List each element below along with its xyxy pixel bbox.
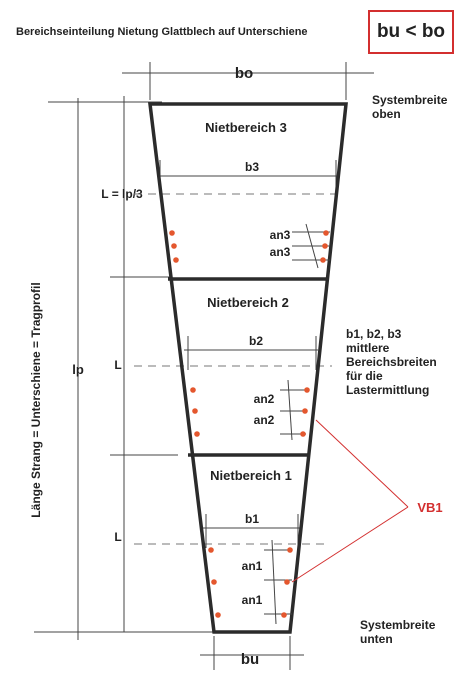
region-2-title: Nietbereich 2 — [207, 295, 289, 310]
b3-label: b3 — [244, 160, 260, 174]
an1-label-a: an1 — [241, 559, 263, 573]
rivet — [169, 230, 175, 236]
condition-badge: bu < bo — [368, 10, 454, 54]
rivet — [320, 257, 326, 263]
rivet — [211, 579, 217, 585]
an2-label-a: an2 — [253, 392, 275, 406]
rivet — [171, 243, 177, 249]
rivet — [281, 612, 287, 618]
l-lp3-label: L = lp/3 — [101, 187, 143, 201]
sheet-outline — [150, 104, 346, 632]
note-widths-line4: für die — [346, 369, 383, 383]
an3-label-a: an3 — [269, 228, 291, 242]
b2-label: b2 — [248, 334, 264, 348]
region-1-title: Nietbereich 1 — [210, 468, 292, 483]
note-widths-line3: Bereichsbreiten — [346, 355, 437, 369]
rivet — [323, 230, 329, 236]
note-top-line2: oben — [372, 107, 401, 121]
rivet — [284, 579, 290, 585]
rivet — [192, 408, 198, 414]
note-widths-line1: b1, b2, b3 — [346, 327, 402, 341]
rivet — [208, 547, 214, 553]
an3-label-b: an3 — [269, 245, 291, 259]
b1-label: b1 — [244, 512, 260, 526]
note-bottom-line2: unten — [360, 632, 393, 646]
an1-label-b: an1 — [241, 593, 263, 607]
rivet — [190, 387, 196, 393]
vb1-label: VB1 — [417, 500, 443, 515]
note-bottom-line1: Systembreite — [360, 618, 436, 632]
rivet — [194, 431, 200, 437]
l-label-bottom: L — [114, 530, 122, 544]
rivet — [302, 408, 308, 414]
note-widths-line5: Lastermittlung — [346, 383, 430, 397]
bu-label: bu — [240, 651, 260, 668]
rivet — [300, 431, 306, 437]
l-label-middle: L — [114, 358, 122, 372]
rivet — [322, 243, 328, 249]
an1-bracket — [272, 540, 276, 624]
note-top-line1: Systembreite — [372, 93, 448, 107]
diagram-title: Bereichseinteilung Nietung Glattblech auf Unterschiene — [16, 26, 308, 38]
an2-label-b: an2 — [253, 413, 275, 427]
an2-bracket — [288, 380, 292, 440]
region-3-title: Nietbereich 3 — [205, 120, 287, 135]
rivet — [287, 547, 293, 553]
vb1-leader-upper — [316, 420, 408, 507]
rivet — [215, 612, 221, 618]
note-widths-line2: mittlere — [346, 341, 390, 355]
rivet — [173, 257, 179, 263]
rivet — [304, 387, 310, 393]
strand-length-label: Länge Strang = Unterschiene = Tragprofil — [29, 282, 43, 518]
lp-label: lp — [72, 362, 84, 377]
bo-label: bo — [234, 65, 254, 82]
